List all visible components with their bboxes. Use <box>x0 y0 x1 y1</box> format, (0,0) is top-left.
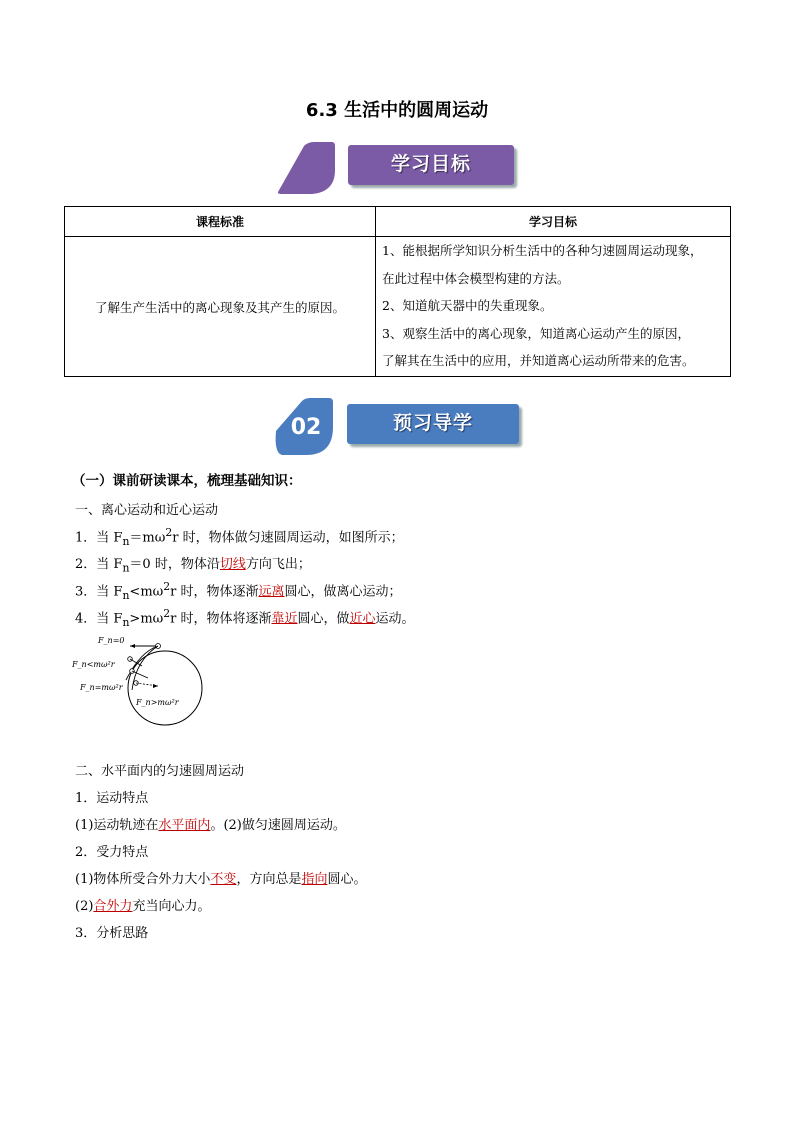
goal-line: 3、观察生活中的离心现象，知道离心运动产生的原因， <box>382 325 690 341</box>
table-header-standard: 课程标准 <box>65 207 376 237</box>
subheading-force: 2．受力特点 <box>75 845 149 860</box>
force-feature-1: (1)物体所受合外力大小不变，方向总是指向圆心。 <box>75 872 367 887</box>
goal-line: 1、能根据所学知识分析生活中的各种匀速圆周运动现象， <box>382 243 703 258</box>
item-4: 4．当 $F_n>m\omega^2r$ 时，物体将逐渐靠近圆心，做近心运动。 <box>75 607 415 629</box>
label-fn-greater: F_n>mω²r <box>136 698 179 707</box>
goal-line: 在此过程中体会模型构建的方法。 <box>382 270 570 286</box>
goal-line: 2、知道航天器中的失重现象。 <box>382 298 553 313</box>
fill-blank: 合外力 <box>93 899 133 914</box>
goal-line: 了解其在生活中的应用，并知道离心运动所带来的危害。 <box>382 353 695 368</box>
motion-feature: (1)运动轨迹在水平面内。(2)做匀速圆周运动。 <box>75 818 346 833</box>
preview-guide-banner: 预习导学 <box>347 404 519 444</box>
fill-blank: 远离 <box>258 584 285 600</box>
subheading-motion: 1．运动特点 <box>75 791 149 806</box>
part2-heading: 二、水平面内的匀速圆周运动 <box>75 764 245 779</box>
learning-goals-cell <box>376 237 731 377</box>
centrifugal-motion-diagram <box>70 630 210 740</box>
page-title: 6.3 生活中的圆周运动 <box>305 100 489 121</box>
banner-number: 02 <box>290 415 322 440</box>
learning-goals-banner: 学习目标 <box>348 145 514 185</box>
label-fn-equal: F_n=mω²r <box>80 683 123 692</box>
fill-blank: 切线 <box>219 557 246 572</box>
section-heading: （一）课前研读课本，梳理基础知识： <box>72 473 302 489</box>
course-standard-text: 了解生产生活中的离心现象及其产生的原因。 <box>94 299 345 315</box>
fill-blank: 水平面内 <box>158 818 211 833</box>
fill-blank: 近心 <box>349 611 376 627</box>
item-2: 2．当 $F_n=0$ 时，物体沿切线方向飞出； <box>75 557 311 575</box>
goals-table <box>64 206 731 377</box>
fill-blank: 不变 <box>210 872 237 887</box>
fill-blank: 靠近 <box>271 611 298 627</box>
force-feature-2: (2)合外力充当向心力。 <box>75 899 211 914</box>
purple-banner-decoration <box>276 140 336 196</box>
item-3: 3．当 $F_n<m\omega^2r$ 时，物体逐渐远离圆心，做离心运动； <box>75 580 402 602</box>
table-header-goals: 学习目标 <box>376 207 731 237</box>
course-standard-cell <box>65 237 376 377</box>
subheading-analysis: 3．分析思路 <box>75 926 149 941</box>
part1-heading: 一、离心运动和近心运动 <box>75 503 219 518</box>
label-fn-zero: F_n=0 <box>98 636 125 645</box>
blue-banner-decoration <box>272 397 334 457</box>
label-fn-less: F_n<mω²r <box>72 660 115 669</box>
fill-blank: 指向 <box>301 872 328 887</box>
item-1: 1．当 $F_n=m\omega^2r$ 时，物体做匀速圆周运动，如图所示； <box>75 526 404 548</box>
